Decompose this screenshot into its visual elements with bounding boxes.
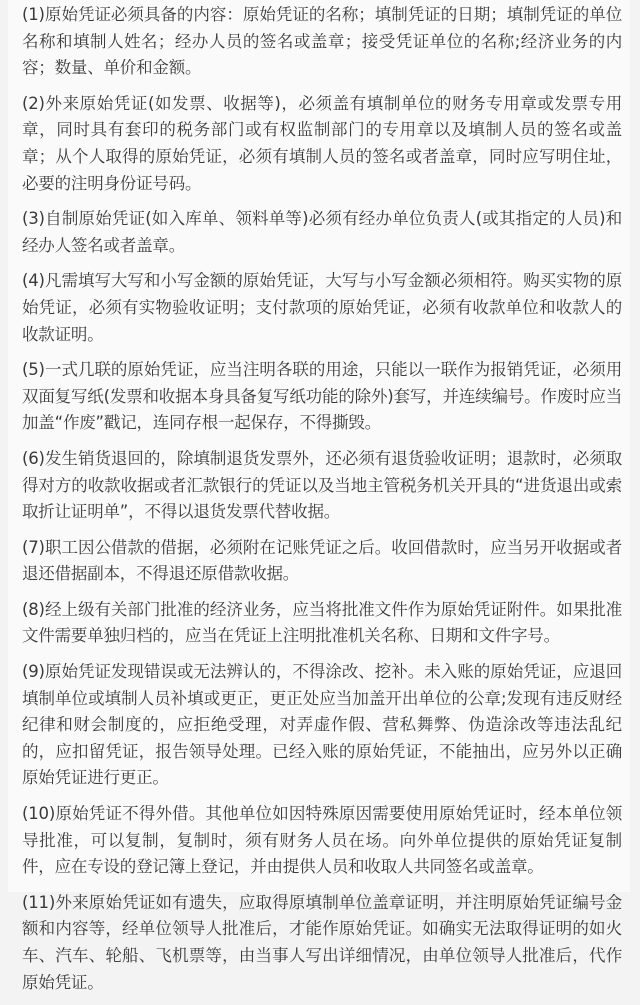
paragraph-3: (3)自制原始凭证(如入库单、领料单等)必须有经办单位负责人(或其指定的人员)和经办人签名或者盖章。 bbox=[22, 209, 622, 255]
paragraph-8: (8)经上级有关部门批准的经济业务，应当将批准文件作为原始凭证附件。如果批准文件需要单独归档的，应当在凭证上注明批准机关名称、日期和文件字号。 bbox=[22, 599, 622, 646]
paragraph-9: (9)原始凭证发现错误或无法辨认的，不得涂改、挖补。未入账的原始凭证，应退回填制单位或填制人员补填或更正，更正处应当加盖开出单位的公章;发现有违反财经纪律和财会制度的，应拒绝受理，对弄虚作假、营私舞弊、伪造涂改等违法乱纪的，应扣留凭证，报告领导处理。已经入账的原始凭证，不能抽出，应另外以正确原始凭证进行更正。 bbox=[22, 662, 622, 788]
paragraph-4: (4)凡需填写大写和小写金额的原始凭证，大写与小写金额必须相符。购买实物的原始凭证，必须有实物验收证明；支付款项的原始凭证，必须有收款单位和收款人的收款证明。 bbox=[22, 271, 622, 344]
paragraph-1: (1)原始凭证必须具备的内容：原始凭证的名称；填制凭证的日期；填制凭证的单位名称和填制人姓名；经办人员的签名或盖章；接受凭证单位的名称;经济业务的内容；数量、单价和金额。 bbox=[22, 5, 622, 78]
document-page bbox=[8, 0, 630, 992]
paragraph-11: (11)外来原始凭证如有遗失，应取得原填制单位盖章证明，并注明原始凭证编号金额和内容等，经单位领导人批准后，才能作原始凭证。如确实无法取得证明的如火车、汽车、轮船、飞机票等，由当事人写出详细情况，由单位领导人批准后，代作原始凭证。 bbox=[22, 892, 622, 992]
document-content bbox=[22, 2, 622, 1005]
paragraph-2: (2)外来原始凭证(如发票、收据等)，必须盖有填制单位的财务专用章或发票专用章，同时具有套印的税务部门或有权监制部门的专用章以及填制人员的签名或盖章；从个人取得的原始凭证，必须有填制人员的签名或者盖章，同时应写明住址，必要的注明身份证号码。 bbox=[22, 93, 622, 193]
paragraph-7: (7)职工因公借款的借据，必须附在记账凭证之后。收回借款时，应当另开收据或者退还借据副本，不得退还原借款收据。 bbox=[22, 537, 622, 584]
paragraph-5: (5)一式几联的原始凭证，应当注明各联的用途，只能以一联作为报销凭证，必须用双面复写纸(发票和收据本身具备复写纸功能的除外)套写，并连续编号。作废时应当加盖“作废”戳记，连同存根一起保存，不得撕毁。 bbox=[22, 360, 622, 433]
paragraph-10: (10)原始凭证不得外借。其他单位如因特殊原因需要使用原始凭证时，经本单位领导批准，可以复制，复制时，须有财务人员在场。向外单位提供的原始凭证复制件，应在专设的登记簿上登记，并由提供人员和收取人共同签名或盖章。 bbox=[22, 804, 622, 877]
paragraph-6: (6)发生销货退回的，除填制退货发票外，还必须有退货验收证明；退款时，必须取得对方的收款收据或者汇款银行的凭证以及当地主管税务机关开具的“进货退出或索取折让证明单”，不得以退货发票代替收据。 bbox=[22, 448, 622, 522]
